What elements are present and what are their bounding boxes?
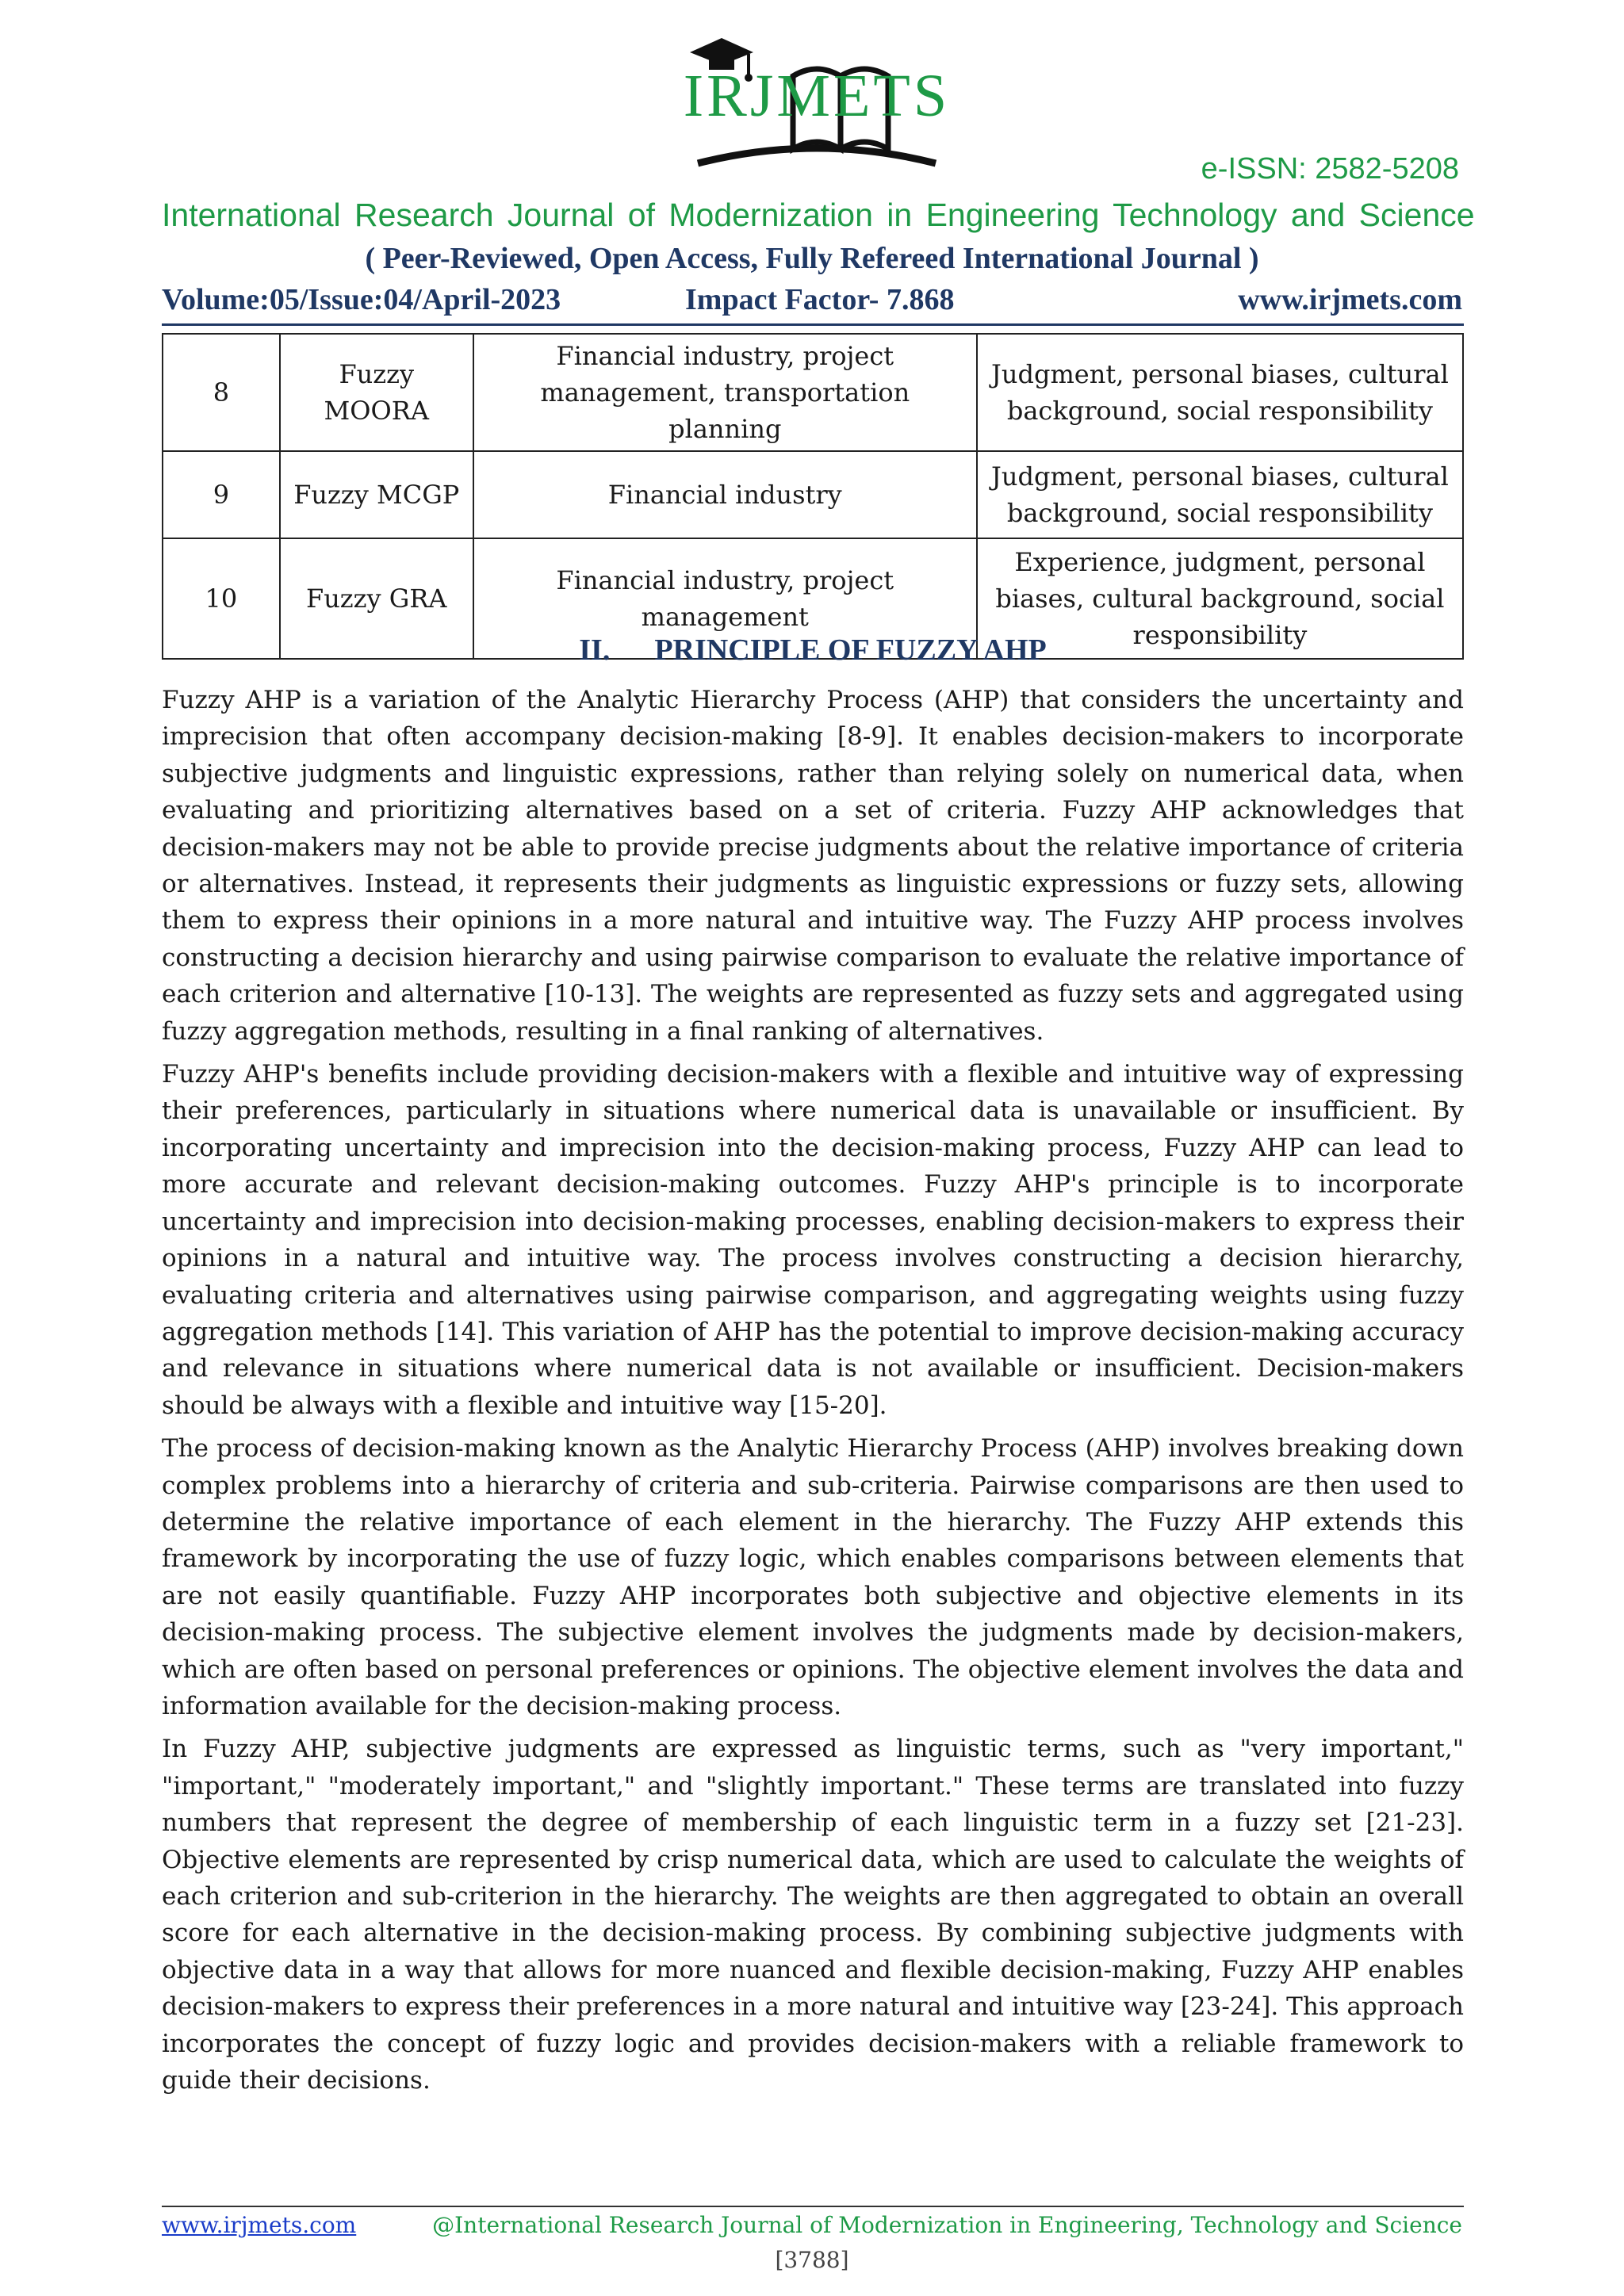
paragraph: The process of decision-making known as the Analytic Hierarchy Process (AHP) involves breaking down complex problems into a hierarchy of criteria and sub-criteria. Pairwise comparisons are then used to determine the relative importance of each element in the hierarchy. The Fuzzy AHP extends this framework by incorporating the use of fuzzy logic, which enables comparisons between elements that are not easily quantifiable. Fuzzy AHP incorporates both subjective and objective elements in its decision-making process. The subjective element involves the judgments made by decision-makers, which are often based on personal preferences or opinions. The objective element involves the data and information available for the decision-making process. xyxy=(162,1434,1464,1720)
footer-journal-name: @International Research Journal of Modernization in Engineering, Technology and Science xyxy=(432,2212,1462,2238)
footer-divider xyxy=(162,2206,1464,2207)
factors-cell: Judgment, personal biases, cultural background, social responsibility xyxy=(977,451,1463,538)
row-number: 9 xyxy=(163,451,280,538)
paragraph: Fuzzy AHP is a variation of the Analytic Hierarchy Process (AHP) that considers the uncertainty and imprecision that often accompany decision-making [8-9]. It enables decision-makers to incorporate subjective judgments and linguistic expressions, rather than relying solely on numerical data, when evaluating and prioritizing alternatives based on a set of criteria. Fuzzy AHP acknowledges that decision-makers may not be able to provide precise judgments about the relative importance of criteria or alternatives. Instead, it represents their judgments as linguistic expressions or fuzzy sets, allowing them to express their opinions in a more natural and intuitive way. The Fuzzy AHP process involves constructing a decision hierarchy and using pairwise comparison to evaluate the relative importance of each criterion and alternative [10-13]. The weights are represented as fuzzy sets and aggregated using fuzzy aggregation methods, resulting in a final ranking of alternatives. xyxy=(162,686,1464,1046)
header-website[interactable]: www.irjmets.com xyxy=(1238,283,1462,316)
table-row xyxy=(163,451,1463,538)
method-name: Fuzzy MOORA xyxy=(280,334,473,451)
applications-cell: Financial industry, project management, transportation planning xyxy=(473,334,977,451)
section-number: II. xyxy=(579,633,611,667)
body-text xyxy=(162,682,1464,2105)
section-title: PRINCIPLE OF FUZZY AHP xyxy=(654,633,1047,667)
footer-website-link[interactable]: www.irjmets.com xyxy=(162,2212,357,2238)
table-row xyxy=(163,334,1463,451)
logo-wordmark: IRJMETS xyxy=(683,63,951,129)
journal-title: International Research Journal of Modernization in Engineering Technology and Science xyxy=(162,197,1475,233)
volume-issue: Volume:05/Issue:04/April-2023 xyxy=(162,283,561,316)
issn: e-ISSN: 2582-5208 xyxy=(1201,152,1459,186)
journal-logo xyxy=(674,30,959,171)
fuzzy-methods-table xyxy=(162,333,1464,660)
factors-cell: Experience, judgment, personal biases, cultural background, social responsibility xyxy=(977,538,1463,659)
row-number: 10 xyxy=(163,538,280,659)
factors-cell: Judgment, personal biases, cultural background, social responsibility xyxy=(977,334,1463,451)
row-number: 8 xyxy=(163,334,280,451)
issue-info-row xyxy=(162,282,1462,320)
method-name: Fuzzy GRA xyxy=(280,538,473,659)
impact-factor: Impact Factor- 7.868 xyxy=(685,283,955,316)
applications-cell: Financial industry, project management xyxy=(473,538,977,659)
peer-review-note: ( Peer-Reviewed, Open Access, Fully Refereed International Journal ) xyxy=(365,242,1259,275)
method-name: Fuzzy MCGP xyxy=(280,451,473,538)
paragraph: Fuzzy AHP's benefits include providing decision-makers with a flexible and intuitive way of expressing their preferences, particularly in situations where numerical data is unavailable or insufficient. By incorporating uncertainty and imprecision into the decision-making process, Fuzzy AHP can lead to more accurate and relevant decision-making outcomes. Fuzzy AHP's principle is to incorporate uncertainty and imprecision into decision-making processes, enabling decision-makers to express their opinions in a natural and intuitive way. The process involves constructing a decision hierarchy, evaluating criteria and alternatives using pairwise comparison, and aggregating weights using fuzzy aggregation methods [14]. This variation of AHP has the potential to improve decision-making accuracy and relevance in situations where numerical data is not available or insufficient. Decision-makers should be always with a flexible and intuitive way [15-20]. xyxy=(162,1060,1464,1420)
applications-cell: Financial industry xyxy=(473,451,977,538)
section-heading xyxy=(162,633,1464,668)
header-divider xyxy=(162,323,1464,326)
page-number: [3788] xyxy=(775,2247,849,2273)
paragraph: In Fuzzy AHP, subjective judgments are expressed as linguistic terms, such as "very important," "important," "moderately important," and "slightly important." These terms are translated into fuzzy numbers that represent the degree of membership of each linguistic term in a fuzzy set [21-23]. Objective elements are represented by crisp numerical data, which are used to calculate the weights of each criterion and sub-criterion in the hierarchy. The weights are then aggregated to obtain an overall score for each alternative in the decision-making process. By combining subjective judgments with objective data in a way that allows for more nuanced and flexible decision-making, Fuzzy AHP enables decision-makers to express their preferences in a more natural and intuitive way [23-24]. This approach incorporates the concept of fuzzy logic and provides decision-makers with a reliable framework to guide their decisions. xyxy=(162,1735,1464,2095)
